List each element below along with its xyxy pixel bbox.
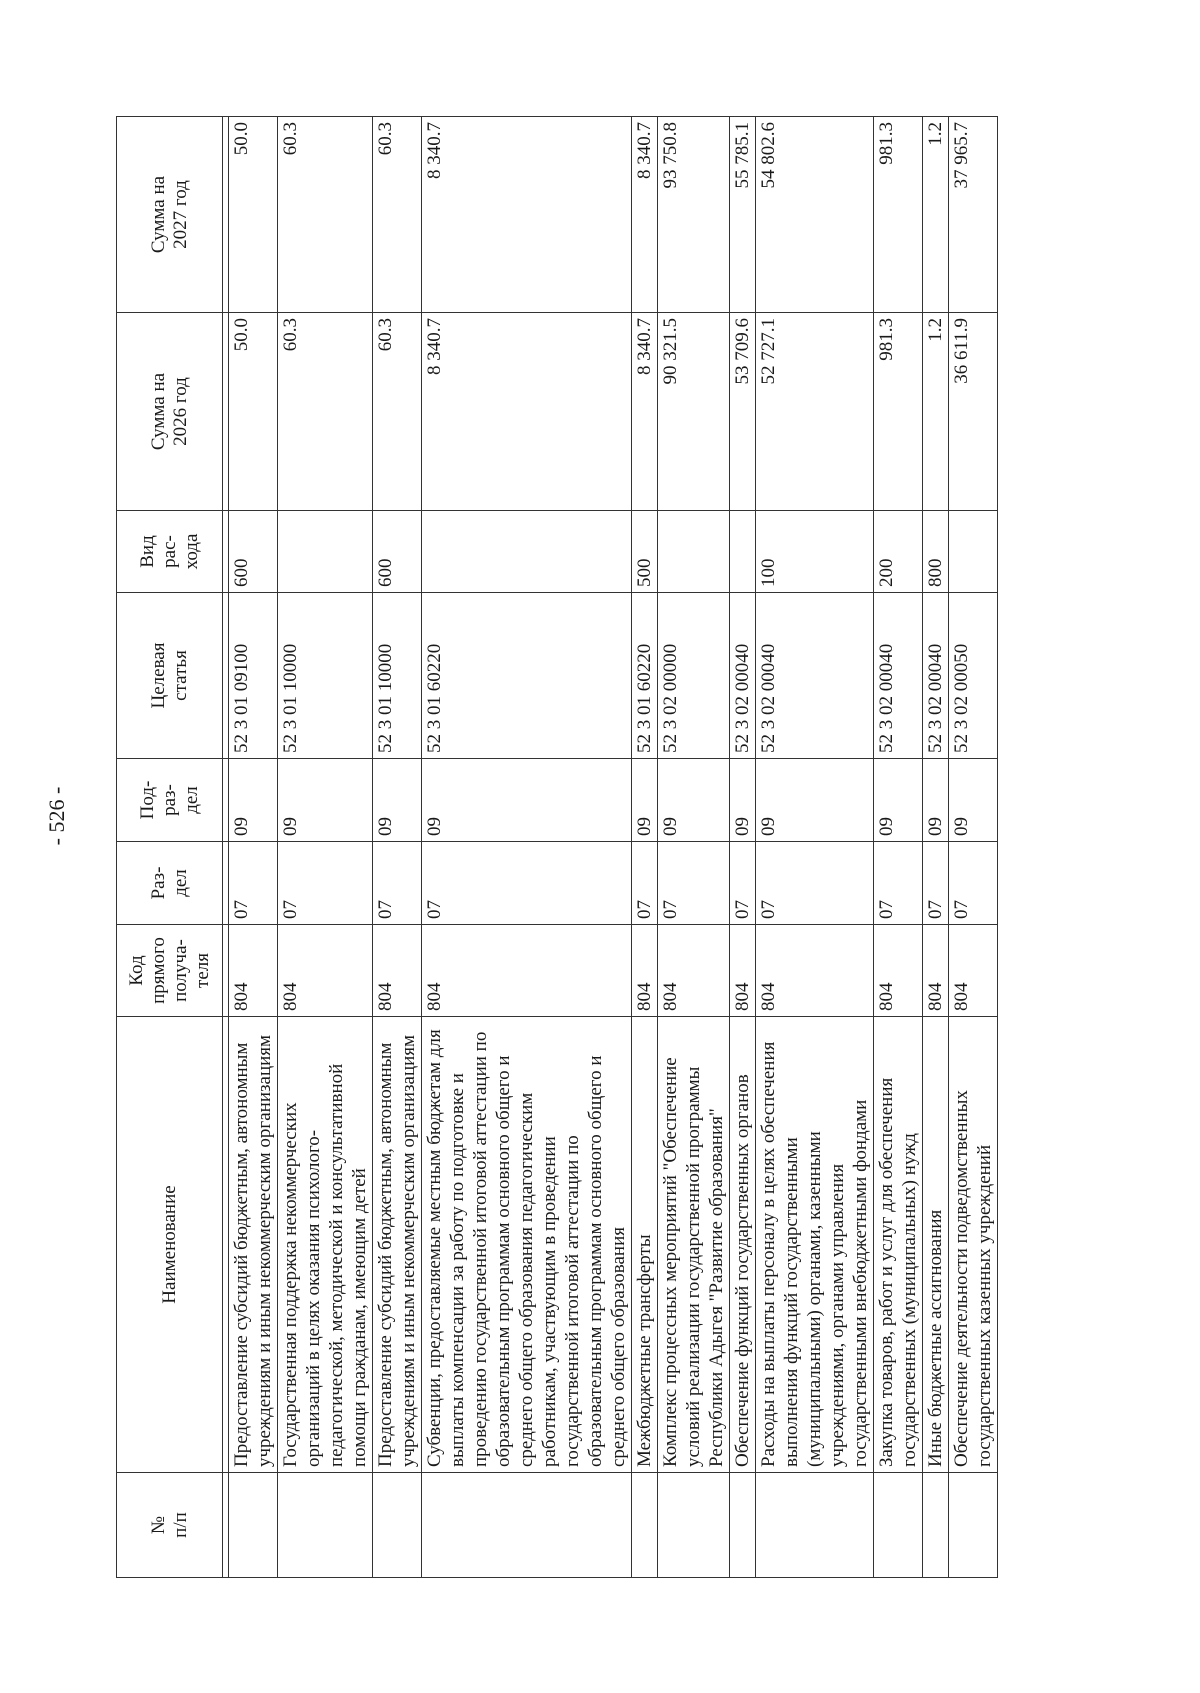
row-index-cell bbox=[422, 1473, 632, 1578]
header-sum-2027: Сумма на 2027 год bbox=[117, 117, 223, 313]
row-name-cell: Комплекс процессных мероприятий "Обеспечение условий реализации государственной программы Республики Адыгея "Развитие образования" bbox=[658, 1017, 730, 1473]
row-section-cell: 07 bbox=[658, 842, 730, 925]
row-sum-2027-cell: 50.0 bbox=[229, 117, 278, 313]
header-index: № п/п bbox=[117, 1473, 223, 1578]
row-expense-cell: 600 bbox=[373, 511, 422, 593]
row-target-cell: 52 3 01 60220 bbox=[632, 593, 658, 759]
row-sum-2027-cell: 37 965.7 bbox=[949, 117, 998, 313]
row-sum-2027-cell: 60.3 bbox=[278, 117, 373, 313]
row-expense-cell bbox=[278, 511, 373, 593]
header-sum-2026: Сумма на 2026 год bbox=[117, 313, 223, 511]
row-sum-2026-cell: 36 611.9 bbox=[949, 313, 998, 511]
row-sum-2027-cell: 8 340.7 bbox=[422, 117, 632, 313]
row-sum-2026-cell: 8 340.7 bbox=[632, 313, 658, 511]
table-row bbox=[923, 117, 949, 1578]
row-index-cell bbox=[373, 1473, 422, 1578]
row-sum-2026-cell: 90 321.5 bbox=[658, 313, 730, 511]
row-recipient-cell: 804 bbox=[422, 925, 632, 1017]
row-name-cell: Межбюджетные трансферты bbox=[632, 1017, 658, 1473]
row-name-cell: Закупка товаров, работ и услуг для обеспечения государственных (муниципальных) нужд bbox=[874, 1017, 923, 1473]
row-section-cell: 07 bbox=[949, 842, 998, 925]
row-target-cell: 52 3 02 00040 bbox=[730, 593, 756, 759]
row-recipient-cell: 804 bbox=[373, 925, 422, 1017]
row-name-cell: Субвенции, предоставляемые местным бюджетам для выплаты компенсации за работу по подготовке и проведению государственной итоговой аттестации по образовательным программам основного общего и среднего общего образования педагогическим работникам, участвующим в проведении государственной итоговой аттестации по образовательным программам основного общего и среднего общего образования bbox=[422, 1017, 632, 1473]
row-index-cell bbox=[949, 1473, 998, 1578]
table-row bbox=[949, 117, 998, 1578]
row-recipient-cell: 804 bbox=[278, 925, 373, 1017]
row-recipient-cell: 804 bbox=[658, 925, 730, 1017]
header-recipient: Код прямого получа- теля bbox=[117, 925, 223, 1017]
row-target-cell: 52 3 02 00040 bbox=[923, 593, 949, 759]
row-sum-2027-cell: 981.3 bbox=[874, 117, 923, 313]
row-sum-2027-cell: 93 750.8 bbox=[658, 117, 730, 313]
table-row bbox=[373, 117, 422, 1578]
row-subsection-cell: 09 bbox=[730, 759, 756, 842]
row-target-cell: 52 3 01 09100 bbox=[229, 593, 278, 759]
row-name-cell: Расходы на выплаты персоналу в целях обеспечения выполнения функций государственными (муниципальными) органами, казенными учреждениями, органами управления государственными внебюджетными фондами bbox=[756, 1017, 874, 1473]
header-section: Раз- дел bbox=[117, 842, 223, 925]
row-recipient-cell: 804 bbox=[756, 925, 874, 1017]
row-subsection-cell: 09 bbox=[756, 759, 874, 842]
row-subsection-cell: 09 bbox=[373, 759, 422, 842]
row-index-cell bbox=[874, 1473, 923, 1578]
table-row bbox=[658, 117, 730, 1578]
row-sum-2026-cell: 52 727.1 bbox=[756, 313, 874, 511]
row-sum-2026-cell: 60.3 bbox=[278, 313, 373, 511]
header-expense: Вид рас- хода bbox=[117, 511, 223, 593]
row-sum-2027-cell: 54 802.6 bbox=[756, 117, 874, 313]
row-section-cell: 07 bbox=[632, 842, 658, 925]
row-expense-cell: 800 bbox=[923, 511, 949, 593]
row-sum-2026-cell: 1.2 bbox=[923, 313, 949, 511]
row-index-cell bbox=[923, 1473, 949, 1578]
header-target: Целевая статья bbox=[117, 593, 223, 759]
row-name-cell: Обеспечение функций государственных органов bbox=[730, 1017, 756, 1473]
row-subsection-cell: 09 bbox=[923, 759, 949, 842]
table-row bbox=[730, 117, 756, 1578]
row-subsection-cell: 09 bbox=[949, 759, 998, 842]
header-row bbox=[117, 117, 223, 1578]
row-subsection-cell: 09 bbox=[632, 759, 658, 842]
row-recipient-cell: 804 bbox=[923, 925, 949, 1017]
row-expense-cell bbox=[422, 511, 632, 593]
row-sum-2027-cell: 55 785.1 bbox=[730, 117, 756, 313]
row-section-cell: 07 bbox=[923, 842, 949, 925]
row-subsection-cell: 09 bbox=[874, 759, 923, 842]
row-index-cell bbox=[658, 1473, 730, 1578]
row-section-cell: 07 bbox=[422, 842, 632, 925]
row-name-cell: Иные бюджетные ассигнования bbox=[923, 1017, 949, 1473]
row-section-cell: 07 bbox=[756, 842, 874, 925]
row-target-cell: 52 3 01 60220 bbox=[422, 593, 632, 759]
budget-table bbox=[116, 116, 998, 1578]
row-sum-2026-cell: 981.3 bbox=[874, 313, 923, 511]
row-subsection-cell: 09 bbox=[229, 759, 278, 842]
row-sum-2026-cell: 8 340.7 bbox=[422, 313, 632, 511]
row-index-cell bbox=[730, 1473, 756, 1578]
row-target-cell: 52 3 02 00040 bbox=[756, 593, 874, 759]
row-expense-cell bbox=[730, 511, 756, 593]
table-row bbox=[278, 117, 373, 1578]
row-subsection-cell: 09 bbox=[658, 759, 730, 842]
row-subsection-cell: 09 bbox=[422, 759, 632, 842]
row-index-cell bbox=[229, 1473, 278, 1578]
page-number: - 526 - bbox=[44, 786, 69, 846]
row-index-cell bbox=[632, 1473, 658, 1578]
row-index-cell bbox=[756, 1473, 874, 1578]
row-expense-cell: 200 bbox=[874, 511, 923, 593]
header-subsection: Под- раз- дел bbox=[117, 759, 223, 842]
row-sum-2027-cell: 1.2 bbox=[923, 117, 949, 313]
row-section-cell: 07 bbox=[278, 842, 373, 925]
row-sum-2026-cell: 60.3 bbox=[373, 313, 422, 511]
row-name-cell: Предоставление субсидий бюджетным, автономным учреждениям и иным некоммерческим организациям bbox=[229, 1017, 278, 1473]
row-subsection-cell: 09 bbox=[278, 759, 373, 842]
row-section-cell: 07 bbox=[373, 842, 422, 925]
row-name-cell: Обеспечение деятельности подведомственных государственных казенных учреждений bbox=[949, 1017, 998, 1473]
row-expense-cell bbox=[658, 511, 730, 593]
row-target-cell: 52 3 02 00040 bbox=[874, 593, 923, 759]
header-name: Наименование bbox=[117, 1017, 223, 1473]
rotated-page bbox=[116, 117, 1152, 1578]
row-index-cell bbox=[278, 1473, 373, 1578]
row-section-cell: 07 bbox=[730, 842, 756, 925]
row-target-cell: 52 3 02 00050 bbox=[949, 593, 998, 759]
table-row bbox=[422, 117, 632, 1578]
row-sum-2027-cell: 60.3 bbox=[373, 117, 422, 313]
row-target-cell: 52 3 01 10000 bbox=[373, 593, 422, 759]
row-sum-2027-cell: 8 340.7 bbox=[632, 117, 658, 313]
table-row bbox=[229, 117, 278, 1578]
row-recipient-cell: 804 bbox=[949, 925, 998, 1017]
row-expense-cell: 500 bbox=[632, 511, 658, 593]
row-section-cell: 07 bbox=[229, 842, 278, 925]
row-target-cell: 52 3 01 10000 bbox=[278, 593, 373, 759]
table-row bbox=[632, 117, 658, 1578]
row-sum-2026-cell: 50.0 bbox=[229, 313, 278, 511]
row-sum-2026-cell: 53 709.6 bbox=[730, 313, 756, 511]
table-row bbox=[874, 117, 923, 1578]
row-expense-cell: 100 bbox=[756, 511, 874, 593]
row-section-cell: 07 bbox=[874, 842, 923, 925]
table-row bbox=[756, 117, 874, 1578]
row-recipient-cell: 804 bbox=[730, 925, 756, 1017]
row-expense-cell bbox=[949, 511, 998, 593]
row-recipient-cell: 804 bbox=[874, 925, 923, 1017]
row-name-cell: Государственная поддержка некоммерческих организаций в целях оказания психолого-педагогической, методической и консультативной помощи гражданам, имеющим детей bbox=[278, 1017, 373, 1473]
row-recipient-cell: 804 bbox=[632, 925, 658, 1017]
row-expense-cell: 600 bbox=[229, 511, 278, 593]
row-recipient-cell: 804 bbox=[229, 925, 278, 1017]
row-target-cell: 52 3 02 00000 bbox=[658, 593, 730, 759]
row-name-cell: Предоставление субсидий бюджетным, автономным учреждениям и иным некоммерческим организациям bbox=[373, 1017, 422, 1473]
